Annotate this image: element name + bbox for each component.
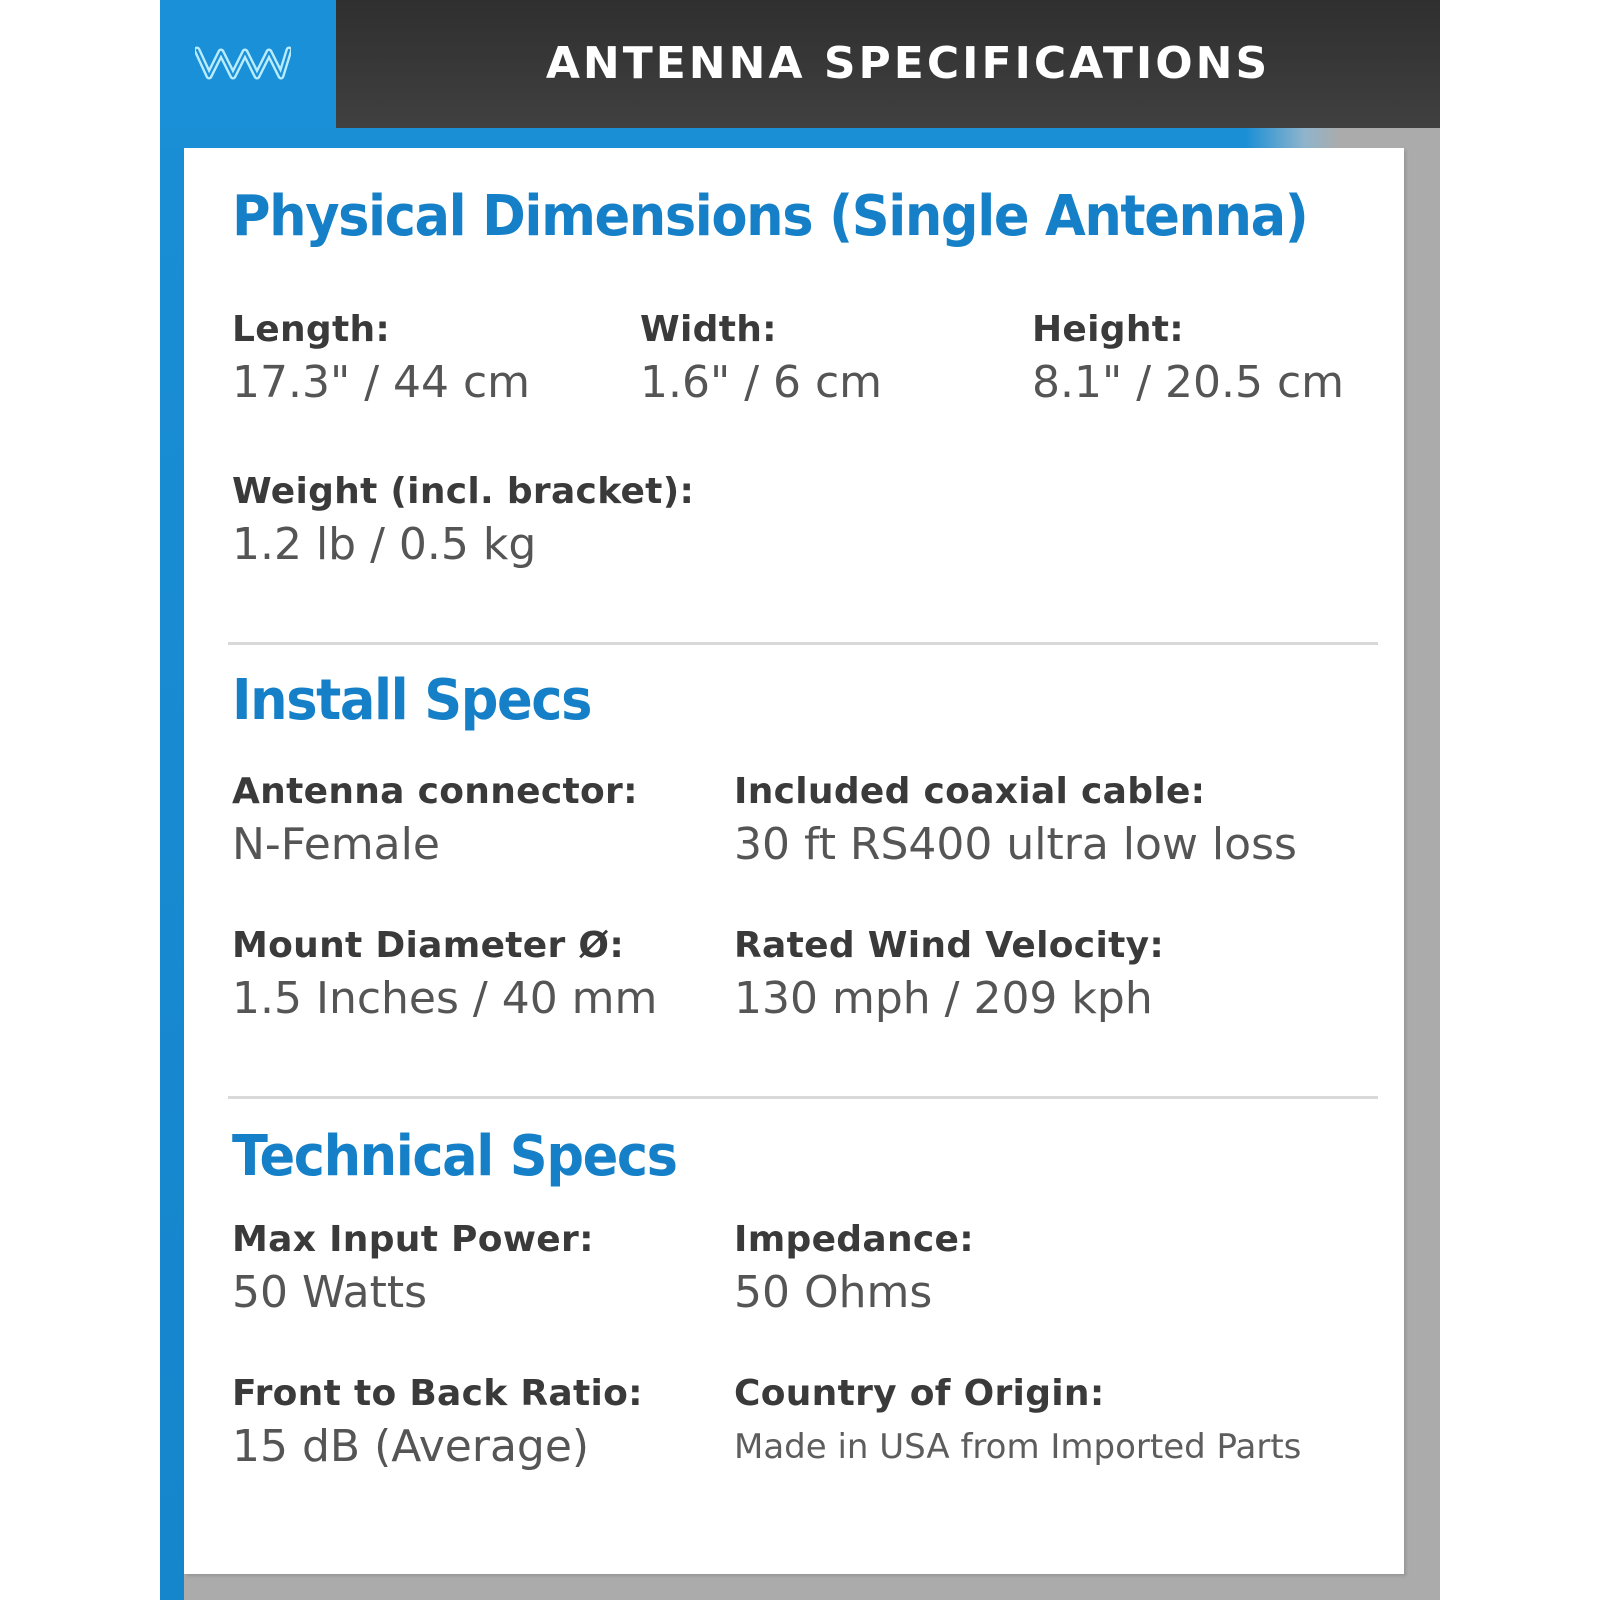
section-title-physical-dimensions: Physical Dimensions (Single Antenna)	[232, 184, 1308, 249]
spec-value: 130 mph / 209 kph	[734, 973, 1153, 1024]
spec-label: Front to Back Ratio:	[232, 1373, 643, 1414]
spec-label: Mount Diameter Ø:	[232, 925, 625, 966]
spec-front-to-back-ratio	[232, 1372, 643, 1478]
spec-card	[184, 148, 1404, 1574]
spec-length	[232, 308, 530, 414]
spec-weight	[232, 470, 694, 576]
header-accent-strip	[160, 128, 1340, 148]
section-title-technical-specs: Technical Specs	[232, 1124, 677, 1189]
spec-value: 50 Watts	[232, 1267, 428, 1318]
logo-block	[160, 0, 336, 148]
section-divider	[228, 1096, 1378, 1099]
section-divider	[228, 642, 1378, 645]
spec-label: Length:	[232, 309, 391, 350]
spec-label: Weight (incl. bracket):	[232, 471, 695, 512]
spec-label: Antenna connector:	[232, 771, 638, 812]
section-title-install-specs: Install Specs	[232, 668, 591, 733]
header-bar	[336, 0, 1440, 128]
spec-country-of-origin	[734, 1372, 1301, 1478]
wave-logo-icon	[195, 46, 291, 82]
spec-value: 30 ft RS400 ultra low loss	[734, 819, 1297, 870]
spec-value: 1.2 lb / 0.5 kg	[232, 519, 537, 570]
spec-label: Rated Wind Velocity:	[734, 925, 1165, 966]
page-title: ANTENNA SPECIFICATIONS	[545, 37, 1271, 89]
spec-max-input-power	[232, 1218, 594, 1324]
spec-value: N-Female	[232, 819, 440, 870]
spec-value: 1.5 Inches / 40 mm	[232, 973, 658, 1024]
spec-label: Country of Origin:	[734, 1373, 1105, 1414]
spec-wind-velocity	[734, 924, 1164, 1030]
spec-value: 1.6" / 6 cm	[640, 357, 883, 408]
spec-antenna-connector	[232, 770, 638, 876]
spec-value: 15 dB (Average)	[232, 1421, 590, 1472]
spec-label: Impedance:	[734, 1219, 974, 1260]
spec-value: Made in USA from Imported Parts	[734, 1427, 1302, 1467]
spec-coaxial-cable	[734, 770, 1297, 876]
spec-label: Max Input Power:	[232, 1219, 594, 1260]
spec-value: 50 Ohms	[734, 1267, 933, 1318]
spec-mount-diameter	[232, 924, 657, 1030]
spec-label: Included coaxial cable:	[734, 771, 1206, 812]
spec-value: 8.1" / 20.5 cm	[1032, 357, 1345, 408]
spec-value: 17.3" / 44 cm	[232, 357, 531, 408]
left-accent-rail	[160, 0, 184, 1600]
spec-label: Height:	[1032, 309, 1184, 350]
spec-impedance	[734, 1218, 974, 1324]
spec-height	[1032, 308, 1344, 414]
spec-label: Width:	[640, 309, 777, 350]
spec-width	[640, 308, 882, 414]
